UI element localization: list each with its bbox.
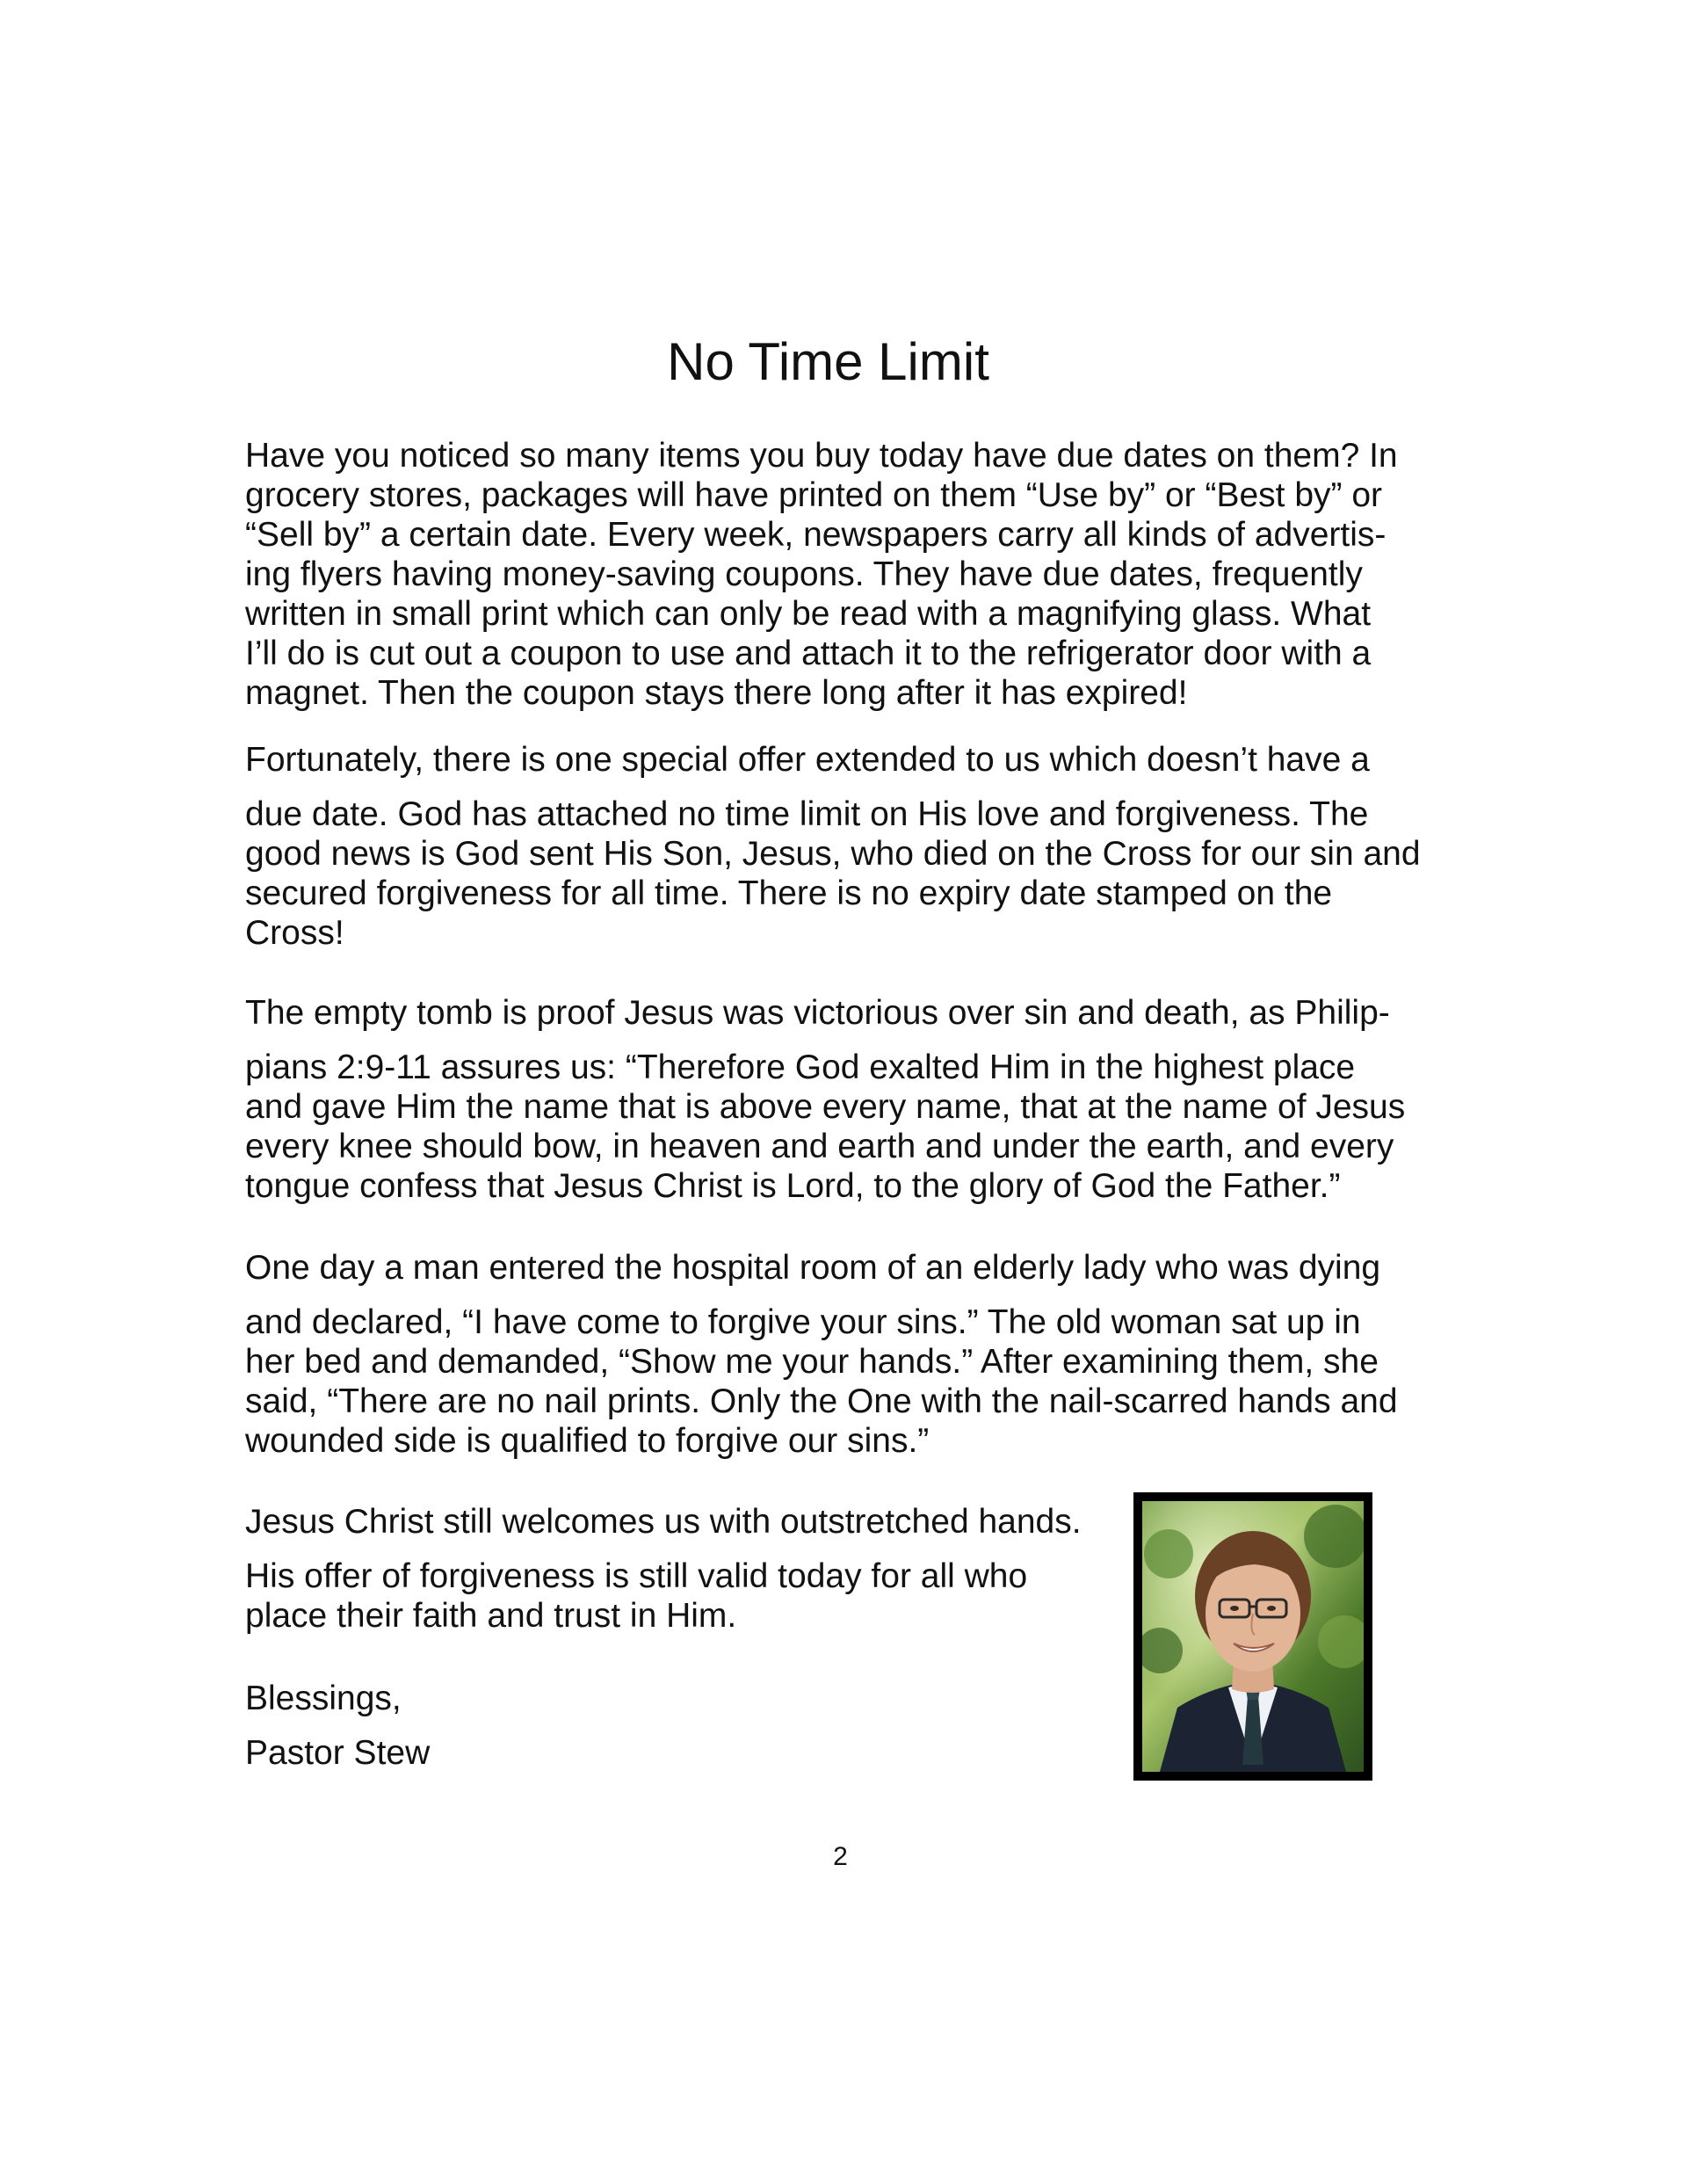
text-line: and declared, “I have come to forgive your sins.” The old woman sat up in bbox=[245, 1303, 1361, 1341]
paragraph-empty-tomb bbox=[245, 993, 1405, 1206]
text-line: tongue confess that Jesus Christ is Lord, to the glory of God the Father.” bbox=[245, 1167, 1341, 1205]
paragraph-due-dates bbox=[245, 436, 1398, 713]
page-number: 2 bbox=[833, 1842, 848, 1871]
text-line: her bed and demanded, “Show me your hands.” After examining them, she bbox=[245, 1343, 1379, 1381]
text-line: Jesus Christ still welcomes us with outstretched hands. bbox=[245, 1503, 1082, 1541]
text-line: ing flyers having money-saving coupons. They have due dates, frequently bbox=[245, 555, 1363, 593]
paragraph-hospital-story bbox=[245, 1248, 1398, 1461]
text-line: and gave Him the name that is above every name, that at the name of Jesus bbox=[245, 1088, 1406, 1126]
text-line: written in small print which can only be read with a magnifying glass. What bbox=[245, 595, 1372, 633]
text-line: The empty tomb is proof Jesus was victorious over sin and death, as Philip- bbox=[245, 994, 1390, 1032]
text-line: I’ll do is cut out a coupon to use and attach it to the refrigerator door with a bbox=[245, 635, 1372, 672]
text-line: One day a man entered the hospital room of an elderly lady who was dying bbox=[245, 1249, 1381, 1287]
text-line: magnet. Then the coupon stays there long after it has expired! bbox=[245, 674, 1188, 712]
text-line: pians 2:9-11 assures us: “Therefore God exalted Him in the highest place bbox=[245, 1048, 1356, 1086]
text-line: good news is God sent His Son, Jesus, who died on the Cross for our sin and bbox=[245, 835, 1421, 873]
portrait-image bbox=[1142, 1501, 1364, 1772]
text-line: grocery stores, packages will have printed on them “Use by” or “Best by” or bbox=[245, 476, 1383, 514]
text-line: “Sell by” a certain date. Every week, newspapers carry all kinds of advertis- bbox=[245, 516, 1387, 554]
text-line: every knee should bow, in heaven and earth and under the earth, and every bbox=[245, 1128, 1394, 1165]
text-line: His offer of forgiveness is still valid today for all who bbox=[245, 1557, 1028, 1595]
signature: Pastor Stew bbox=[245, 1734, 431, 1772]
text-line: Have you noticed so many items you buy today have due dates on them? In bbox=[245, 437, 1398, 475]
text-line: due date. God has attached no time limit on His love and forgiveness. The bbox=[245, 795, 1369, 833]
page-title: No Time Limit bbox=[667, 332, 989, 391]
paragraph-welcome bbox=[245, 1502, 1082, 1636]
text-line: said, “There are no nail prints. Only the One with the nail-scarred hands and bbox=[245, 1382, 1398, 1420]
text-line: place their faith and trust in Him. bbox=[245, 1597, 737, 1635]
text-line: Cross! bbox=[245, 914, 344, 952]
pastor-photo bbox=[1133, 1492, 1372, 1781]
closing: Blessings, bbox=[245, 1680, 402, 1717]
text-line: secured forgiveness for all time. There is no expiry date stamped on the bbox=[245, 874, 1333, 912]
paragraph-special-offer bbox=[245, 740, 1421, 953]
text-line: wounded side is qualified to forgive our sins.” bbox=[245, 1422, 930, 1460]
text-line: Fortunately, there is one special offer extended to us which doesn’t have a bbox=[245, 741, 1370, 779]
